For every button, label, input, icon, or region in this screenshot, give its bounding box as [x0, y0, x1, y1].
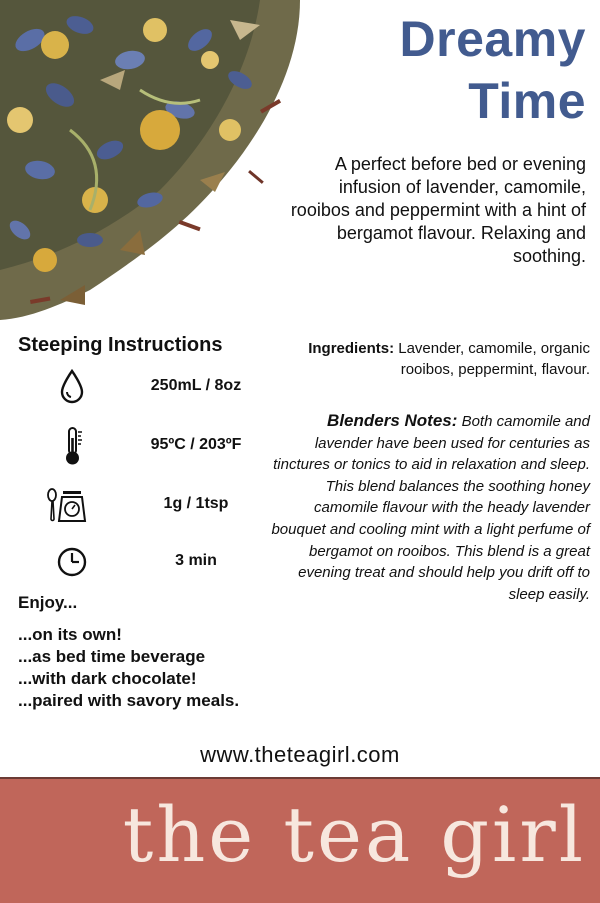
steep-row-temperature	[40, 424, 290, 468]
enjoy-list	[18, 624, 239, 712]
ingredients-label: Ingredients:	[308, 340, 395, 357]
loose-leaf-tea-image	[0, 0, 330, 330]
product-description: A perfect before bed or evening infusion of lavender, camomile, rooibos and peppermint with a hint of bergamot flavour. Relaxing and soothing.	[290, 154, 586, 266]
product-title	[400, 8, 586, 132]
blenders-notes-text: Both camomile and lavender have been used for centuries as tinctures or tonics to aid in relaxation and sleep. This blend balances the soothing honey camomile flavour with the heady lavender bouquet and cooling mint with a light perfume of bergamot on rooibos. This blend is a great evening treat and should help you drift off to sleep easily.	[271, 413, 590, 603]
blenders-notes-label: Blenders Notes:	[327, 411, 458, 430]
ingredients-text: Lavender, camomile, organic rooibos, peppermint, flavour.	[394, 340, 590, 378]
water-drop-icon	[50, 365, 94, 409]
water-amount: 250mL / 8oz	[150, 377, 242, 394]
tea-quantity: 1g / 1tsp	[163, 495, 229, 512]
product-title-line-1: Dreamy	[399, 11, 586, 67]
steeping-instructions-heading: Steeping Instructions	[18, 334, 223, 356]
enjoy-item: ...as bed time beverage	[18, 647, 206, 666]
enjoy-item: ...with dark chocolate!	[18, 669, 197, 688]
product-title-line-2: Time	[468, 73, 586, 129]
ingredients-paragraph	[300, 338, 590, 380]
enjoy-item: ...paired with savory meals.	[18, 691, 240, 710]
steep-row-water	[40, 365, 290, 409]
enjoy-heading: Enjoy...	[18, 593, 78, 612]
steep-row-time	[40, 540, 290, 584]
thermometer-icon	[50, 424, 94, 468]
brand-logo-text: the tea girl	[122, 790, 586, 879]
spoon-scale-icon	[40, 483, 94, 527]
clock-icon	[50, 540, 94, 584]
brand-footer	[0, 777, 600, 903]
enjoy-item: ...on its own!	[18, 625, 122, 644]
blenders-notes-paragraph	[270, 410, 590, 605]
water-temperature: 95ºC / 203ºF	[150, 436, 242, 453]
steep-time: 3 min	[175, 552, 217, 569]
website-link[interactable]: www.theteagirl.com	[200, 742, 400, 767]
steep-row-quantity	[40, 483, 290, 527]
